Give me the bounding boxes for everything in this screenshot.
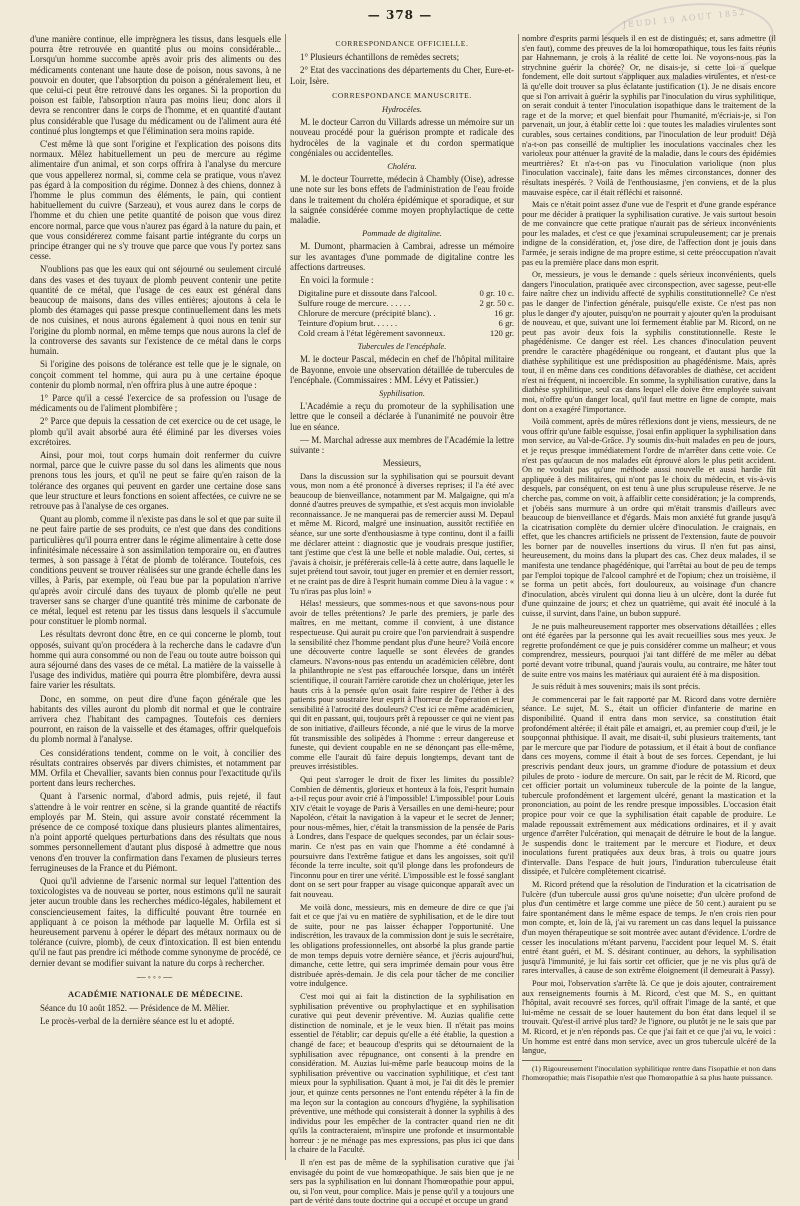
paragraph: Je ne puis malheureusement rapporter mes observations détaillées ; elles ont été égarées par la personne qui les avait recueillies sous mes yeux. Je regrette profondément ce que je puis considérer comme un malheur; et vous comprendrez, messieurs, pourquoi j'ai tant différé de me mêler au débat porté devant votre tribunal, quand j'aurais voulu, au contraire, me hâter tout de suite entre vos mains les matériaux qui auraient été à ma disposition. — [522, 621, 776, 679]
paragraph: N'oublions pas que les eaux qui ont séjourné ou seulement circulé dans des vases et des tuyaux de plomb peuvent contenir une petite quantité de ce métal, que l'usage de ces eaux est général dans beaucoup de maisons, dans des villes entières; ajoutons à cela le plomb des étamages qui passe presque continuellement dans les mets de nos cuisines, et nous aurons également à quoi nous en tenir sur l'origine du plomb normal, en même temps que nous aurons la clef de la controverse des savants sur l'existence de ce métal dans le corps humain. — [30, 264, 281, 357]
paragraph: Mais ce n'était point assez d'une vue de l'esprit et d'une grande espérance pour me décider à pratiquer la syphilisation curative. Je vais surtout besoin de me convaincre que cette pratique n'aurait pas de sérieux inconvénients pour les malades, et c'est ce que j'examinai scrupuleusement; car je prenais indigne de la considération, et, j'ose dire, de l'affection dont je jouis dans l'armée, je serais indigne de ma propre estime, si cette préoccupation n'avait pas eu la première place dans mon esprit. — [522, 200, 776, 267]
column-left — [30, 34, 281, 1164]
topic-heading: Pommade de digitaline. — [362, 229, 442, 239]
paragraph: Dans la discussion sur la syphilisation qui se poursuit devant vous, mon nom a été prononcé à diverses reprises; il l'a été avec beaucoup de bienveillance, notamment par M. Malgaigne, qui m'a donné d'autres preuves de sympathie, et s'est acquis mon inviolable reconnaissance. Je ne manquerai pas de remercier aussi M. Depaul et même M. Ricord, malgré une insinuation, aussitôt rectifiée en séance, sur une sorte d'enthousiasme à type continu, dont il a failli me déclarer atteint : diagnostic que je voudrais presque justifier, tant j'estime que c'est là une belle et noble maladie. Oui, certes, si j'avais à choisir, je préférerais celle-là à cette autre, dans laquelle le sujet prétend tout savoir, tout juger en premier et en dernier ressort, et ne craint pas de dire à l'esprit humain comme Dieu à la vague : « Tu n'iras pas plus loin! » — [290, 471, 514, 596]
page-number: — 378 — — [367, 8, 433, 22]
paragraph: M. le docteur Tourrette, médecin à Chambly (Oise), adresse une note sur les bons effets de l'administration de l'eau froide dans le traitement du choléra épidémique et sporadique, et sur la saignée considérée comme moyen prophylactique de cette maladie. — [290, 174, 514, 226]
recipe-row: Digitaline pure et dissoute dans l'alcool. 0 gr. 10 c. — [298, 288, 514, 299]
paragraph: M. le docteur Carron du Villards adresse un mémoire sur un nouveau procédé pour la guérison prompte et radicale des hydrocèles de la vaginale et du cordon spermatique congéniales ou accidentelles. — [290, 117, 514, 158]
paragraph: Quant au plomb, comme il n'existe pas dans le sol et que par suite il ne peut faire partie de ses produits, ce n'est que dans des conditions particulières qu'il pourra entrer dans le régime alimentaire à cette dose infinitésimale nécessaire à son assimilation temporaire ou, en d'autres termes, à son passage à l'état de plomb de tolérance. Toutefois, ces conditions peuvent se trouver réalisées sur une grande échelle dans les villes, à Paris, par exemple, où l'eau bue par la population n'arrive qu'après avoir circulé dans des tuyaux de plomb qu'elle ne peut traverser sans se charger d'une quantité très minime de carbonate de ce métal, lequel est retenu par les tissus dans lesquels il s'accumule pour constituer le plomb normal. — [30, 514, 281, 627]
footnote: (1) Rigoureusement l'inoculation syphilitique rentre dans l'isopathie et non dans l'homœopathie; mais l'isopathie n'est que l'homœopathie à sa plus haute puissance. — [522, 1063, 776, 1082]
paragraph: d'une manière continue, elle imprègnera les tissus, dans lesquels elle pourra être retrouvée en quantité plus ou moins considérable... Lorsqu'un homme succombe après avoir pris des aliments ou des médicaments contenant une haute dose de poison, nous savons, à ne pouvoir en douter, que l'absorption du poison a généralement lieu, et que celui-ci peut être retrouvé dans les organes. Si la proportion du poison est faible, l'absorption n'aura pas moins lieu; donc alors il devra se rencontrer dans le corps de l'homme, et en quantité d'autant plus considérable que l'usage du médicament ou de l'aliment aura été continué plus longtemps et que l'élimination sera moins rapide. — [30, 34, 281, 136]
paragraph: L'Académie a reçu du promoteur de la syphilisation une lettre que le conseil a déclarée à l'unanimité ne pouvoir être lue en séance. — [290, 401, 514, 432]
paragraph: Les résultats devront donc être, en ce qui concerne le plomb, tout opposés, suivant qu'on procédera à la recherche dans le cadavre d'un homme qui aura consommé ou non de l'eau ou toute autre boisson qui aura séjourné dans des vases de ce métal. La matière de la vaisselle à l'usage des individus, matière qui pourra être plombifère, devra aussi faire varier les résultats. — [30, 629, 281, 691]
recipe-row: Teinture d'opium brut. . . . . . 6 gr. — [298, 318, 514, 329]
stamp-text: JEUDI 19 AOUT 1852 — [622, 7, 747, 30]
paragraph: C'est même là que sont l'origine et l'explication des poisons dits normaux. Mêlez habituellement un peu de mercure au régime alimentaire d'un animal, et son corps offrira à l'analyse du mercure que vous appellerez normal, si, comme cela se pratique, vous n'avez pas égard à la composition du régime. Donnez à des chiens, donnez à l'homme le plus commun des éléments, le pain, qui contient habituellement du cuivre (Sarzeau), et vous aurez dans le corps de l'homme et du chien une petite quantité de poison que vous direz encore normal, parce que vous n'aurez pas égard à la nature du pain, et que vous considérerez comme faisant partie intégrante du corps un principe étranger qui ne s'y trouve que parce que vous l'y portez sans cesse. — [30, 139, 281, 262]
salutation: Messieurs, — [382, 458, 422, 469]
paragraph: Donc, en somme, on peut dire d'une façon générale que les habitants des villes auront du plomb dit normal et que le contraire arrivera chez l'habitant des campagnes. Toutefois ces derniers pourront, en raison de la vaisselle et des étamages, offrir quelquefois du plomb normal à l'analyse. — [30, 693, 281, 745]
paragraph: En voici la formule : — [300, 275, 374, 286]
footnote-divider — [522, 1060, 582, 1061]
topic-heading: Syphilisation. — [379, 389, 425, 399]
topic-heading: Hydrocèles. — [382, 105, 422, 115]
paragraph: Quoi qu'il advienne de l'arsenic normal sur lequel l'attention des toxicologistes va de nouveau se porter, nous estimons qu'il ne saurait jeter aucun trouble dans les recherches médico-légales, habilement et consciencieusement faites, la difficulté pouvant être tournée en appliquant à ce poison la méthode par laquelle M. Orfila est si heureusement parvenu à opérer le départ des métaux normaux ou de tolérance (cuivre, plomb), de ceux d'intoxication. Il est bien entendu qu'il ne faut pas prendre ici méthode comme synonyme de procédé, ce dernier devant se modifier suivant la nature du corps à rechercher. — [30, 876, 281, 968]
paragraph: Quant à l'arsenic normal, d'abord admis, puis rejeté, il faut s'attendre à le voir rentrer en scène, si la grande quantité de réactifs employés par M. Stein, qui assure avoir constaté récemment la présence de ce composé toxique dans plusieurs plantes alimentaires, n'a point apporté quelques perturbations dans des résultats que nous sommes personnellement d'autant plus disposé à admettre que nous venons d'en trouver la confirmation dans l'examen de plusieurs terres ferrugineuses de la France et du Piémont. — [30, 791, 281, 873]
paragraph: Je suis réduit à mes souvenirs; mais ils sont précis. — [532, 682, 701, 692]
column-divider-2 — [518, 34, 519, 1160]
recipe-table — [298, 288, 514, 338]
column-right — [522, 34, 776, 1164]
section-heading: ACADÉMIE NATIONALE DE MÉDECINE. — [67, 990, 244, 1000]
column-divider-1 — [285, 34, 286, 1160]
paragraph: M. le docteur Pascal, médecin en chef de l'hôpital militaire de Bayonne, envoie une observation détaillée de tubercules de l'encéphale. (Commissaires : MM. Lévy et Patissier.) — [290, 354, 514, 385]
paragraph: Qui peut s'arroger le droit de fixer les limites du possible? Combien de démentis, glorieux et honteux à la fois, l'esprit humain a-t-il reçus pour avoir crié à l'impossible! L'impossible! pour Louis XIV c'était le voyage de Paris à Versailles en une demi-heure; pour Napoléon, c'était la navigation à la vapeur et le secret de Jenner; pour nous-mêmes, hier, c'était la transmission de la pensée de Paris à Londres, dans l'espace de quelques secondes, par un éclair sous-marin. Ce n'est pas en vain que l'homme a été condamné à poursuivre dans l'extrême fatigue et dans les angoisses, soit qu'il féconde la terre inculte, soit qu'il plonge dans les profondeurs de l'inconnu pour en tirer une vérité. L'impossible est le fossé sanglant dont on se sert pour frapper au visage quiconque apparaît avec un fait nouveau. — [290, 774, 514, 900]
paragraph: 1° Plusieurs échantillons de remèdes secrets; — [300, 52, 460, 63]
section-ornament: —◦◦◦— — [136, 971, 175, 982]
paragraph: Il n'en est pas de même de la syphilisation curative que j'ai envisagée du point de vue homœopathique. Je sais bien que je ne sers pas la syphilisation en lui donnant l'homœopathie pour appui, ou, si l'on veut, pour complice. Mais je pense qu'il y a toujours une part de vérité dans toute doctrine qui a occupé et occupe un grand — [290, 1158, 514, 1206]
paragraph: Pour moi, l'observation s'arrête là. Ce que je dois ajouter, contrairement aux renseignements fournis à M. Ricord, c'est que M. S., en quittant l'hôpital, avait recouvré ses forces, qu'il offrait l'image de la santé, et que lui-même ne cessait de se louer hautement du bon état dans lequel il se trouvait. Qu'est-il arrivé plus tard? Je l'ignore, ou plutôt je ne le sais que par M. Ricord, et je n'en réponds pas. Ce que j'ai fait et ce que j'ai vu, le voici : Un homme est entré dans mon service, avec un gros tubercule ulcéré de la langue, — [522, 979, 776, 1056]
paragraph: nombre d'esprits parmi lesquels il en est de distingués; et, sans admettre (il s'en faut), comme des preuves de la loi homœopathique, tous les faits réunis par Hahnemann, je crois à la réalité de cette loi. Ne voyons-nous pas la strychnine guérir la chorée? Or, ne disais-je, si cette loi a quelque fondement, elle doit surtout s'appliquer aux maladies virulentes, et n'est-ce là qu'elle doit trouver sa plus éclatante justification (1). Je ne disais encore que si l'on arrivait à guérir la syphilis par l'inoculation du virus syphilitique, on serait conduit à tenter l'inoculation isopathique dans le traitement de la rage et de la morve; et quel bienfait pour l'humanité, m'écriais-je, si l'on parvenait, un jour, à établir cette loi : que toutes les maladies virulentes sont curables, sous certaines conditions, par l'inoculation de leur produit! Déjà n'a-t-on pas conseillé de multiplier les inoculations vaccinales chez les varioleux pour atténuer la gravité de la maladie, dans le cours des épidémies meurtrières? Et n'a-t-on pas vu l'inoculation variolique (non plus l'inoculation vaccinale), faite dans les mêmes circonstances, donner des résultats inespérés. ? Voilà de l'enthousiasme, j'en conviens, et de la plus mauvaise espèce, car il était réfléchi et raisonné. — [522, 34, 776, 197]
recipe-row: Chlorure de mercure (précipité blanc). . 16 gr. — [298, 308, 514, 319]
paragraph: C'est moi qui ai fait la distinction de la syphilisation en syphilisation préventive ou prophylactique et en syphilisation curative qui peut devenir préventive. M. Auzias qualifie cette distinction de nominale, et je le veux bien. Il n'était pas moins essentiel de l'établir; car depuis qu'elle a été établie, la question a changé de face; et beaucoup d'esprits qui se détournaient de la syphilisation avec répugnance, ont consenti à la prendre en considération. M. Auzias lui-même parle beaucoup moins de la syphilisation préventive ou vaccination syphilitique, et c'est tant mieux pour la syphilisation. Quant à moi, je l'ai dit dès le premier jour, et quinze cents personnes ne l'ont entendu répéter à la fin de ma leçon sur la contagion au concours d'hygiène, la syphilisation préventive, une méthode qui consisterait à donner la syphilis à des individus pour les empêcher de la contracter quand rien ne dit qu'ils la contracteraient, m'inspire une profonde et insurmontable horreur : je ne ménage pas mes expressions, pas plus ici que dans la chaire de la Faculté. — [290, 991, 514, 1155]
paragraph: Ces considérations tendent, comme on le voit, à concilier des résultats contraires observés par divers chimistes, et notamment par MM. Orfila et Chevallier, savants bien connus pour l'exactitude qu'ils portent dans leurs recherches. — [30, 747, 281, 789]
paragraph: Le procès-verbal de la dernière séance est lu et adopté. — [40, 1016, 235, 1027]
paragraph: Je commencerai par le fait rapporté par M. Ricord dans votre dernière séance. Le sujet, M. S., était un officier d'infanterie de marine en disponibilité. Quand il entra dans mon service, sa constitution était profondément altérée; il était pâle et amaigri, et, au premier coup d'œil, je le soupçonnai phthisique. Il avait, me disait-il, subi plusieurs traitements, tant par le mercure que par l'iodure de potassium, et il était à bout de confiance dans ces moyens, comme il était à bout de ses forces. Cependant, je lui prescrivis pendant deux jours, un gramme d'iodure de potassium et deux pilules de proto - iodure de mercure. On sait, par le récit de M. Ricord, que cet officier portait un volumineux tubercule de la pointe de la langue, tubercule profondément et largement ulcéré, genant la mastication et la prononciation, au point de les rendre presque impossibles. L'occasion était propice pour voir ce que la syphilisation était capable de produire. Le malade repoussait extrêmement aux médications ordinaires, et il y avait urgence d'arrêter l'ulcération, qui menaçait de détruire le bout de la langue. Je suspendis donc le traitement par le mercure et l'iodure, et deux inoculations furent pratiquées aux deux bras, à trois ou quatre jours d'intervalle. Dans l'espace de huit jours, l'induration tuberculeuse était dissipée, et l'ulcère complètement cicatrisé. — [522, 694, 776, 877]
paragraph: 2° Etat des vaccinations des départements du Cher, Eure-et-Loir, Isère. — [290, 65, 514, 86]
paragraph: Si l'origine des poisons de tolérance est telle que je le signale, on conçoit comment tel homme, qui aura pu à une certaine époque contenir du plomb normal, n'en offrira plus à une autre époque : — [30, 359, 281, 390]
subheading: CORRESPONDANCE MANUSCRITE. — [332, 90, 472, 100]
topic-heading: Choléra. — [387, 162, 417, 172]
paragraph: M. Ricord prétend que la résolution de l'induration et la cicatrisation de l'ulcère (d'un tubercule aussi gros qu'une noisette; d'un ulcère profond de plus d'un centimètre et large comme une pièce de 50 cent.) auraient pu se faire spontanément dans le même espace de temps. Je n'en crois rien pour mon compte, et, loin de là, j'ai vu rarement un cas dans lequel la puissance d'un moyen thérapeutique se soit montrée avec autant d'évidence. L'ordre de cesser les inoculations m'étant parvenu, l'accident pour lequel M. S. était entré étant guéri, et M. S. désirant continuer, au dehors, la syphilisation jusqu'à l'immunité, je lui fais sortir cet officier, que je ne vis plus qu'à de rares intervalles, à cause de son extrême éloignement (il demeurait à Passy). — [522, 880, 776, 976]
recipe-row: Sulfure rouge de mercure. . . . . . 2 gr. 50 c. — [298, 298, 514, 309]
paragraph: Voilà comment, après de mûres réflexions dont je viens, messieurs, de ne vous offrir qu'une faible esquisse, j'osai enfin appliquer la syphilisation dans mon service, au Val-de-Grâce. J'y soumis dix-huit malades en peu de jours, et je reçus presque immédiatement l'ordre de m'arrêter dans cette voie. Ce n'est pas qu'aucun de nos malades eût éprouvé alors le plus petit accident. On ne voulait pas qu'une méthode aussi nouvelle et aussi hardie fût appliquée à des militaires, qui n'ont pas le choix du médecin, et vis-à-vis desquels, par conséquent, on est tenu à une plus scrupuleuse réserve. Je ne cherche pas, comme on voit, à affaiblir cette considération; je la comprends, et j'obéis sans murmure à un ordre qui m'était transmis d'ailleurs avec beaucoup de bienveillance et d'égards. Mais mon anxiété fut grande jusqu'à la cicatrisation complète du dernier ulcère d'inoculation. Je craignais, en effet, que les chancres artificiels ne prissent de l'extension, faute de pouvoir les borner par de nouvelles insertions du virus. Il n'en fut pas ainsi, heureusement, du moins dans la plupart des cas. Chez deux malades, il se manifesta une tendance phagédénique, qui l'arrêtai au bout de peu de temps par l'emploi topique de l'alcool camphré et de l'opium; chez un troisième, il se forma un petit abcès, fort douloureux, au voisinage d'un chancre d'inoculation, abcès virulent qui donna lieu à un ulcère, dont la durée fut d'une quinzaine de jours; et chez un quatrième, qui avait été inoculé à la cuisse, il survint, dans l'aine, un bubon suppuré. — [522, 417, 776, 619]
column-middle — [290, 34, 514, 1206]
paragraph: Hélas! messieurs, que sommes-nous et que savons-nous pour avoir de telles prétentions? Je parle des premiers, je parle des maîtres, en me mettant, comme il convient, à une distance respectueuse. Qui aurait pu croire que l'on parviendrait à suspendre la sensibilité chez l'homme pendant plus d'une heure? Voilà encore une découverte contre laquelle se sont élevées de grandes clameurs. N'avons-nous pas entendu un académicien célèbre, dont la philanthropie ne s'est pas effarouchée lorsque, dans un intérêt scientifique, il courait l'arrière carotide chez un cholérique, jeter les hauts cris à la pensée qu'on osait faire respirer de l'éther à des patients pour soustraire leur esprit à l'horreur de l'opération et leur sensibilité à l'atrocité des douleurs? C'est ici ce même académicien, qui dit en passant, qui, toujours prêt à repousser ce qui ne vient pas de son initiative, d'ailleurs féconde, a nié que le virus de la morve fût transmissible des solipèdes à l'homme : erreur dangereuse et funeste, qui devient coupable en ne se dénonçant pas elle-même, comme elle l'aurait dû faire depuis longtemps, devant tant de preuves irrésistibles. — [290, 599, 514, 772]
paragraph: 1° Parce qu'il a cessé l'exercice de sa profession ou l'usage de médicaments ou de l'aliment plombifère ; — [30, 392, 281, 414]
paragraph: Ainsi, pour moi, tout corps humain doit renfermer du cuivre normal, parce que le cuivre passe du sol dans les aliments que nous prenons tous les jours, et qu'il ne peut se faire qu'en raison de la tolérance des organes qui peuvent en garder une certaine dose sans que leur structure et leurs fonctions en soient affectées, ce cuivre ne se retrouve pas à l'analyse de ces organes. — [30, 449, 281, 511]
paragraph: M. Dumont, pharmacien à Cambrai, adresse un mémoire sur les avantages d'une pommade de digitaline contre les affections dartreuses. — [290, 241, 514, 272]
recipe-row: Cold cream à l'état légèrement savonneux. 120 gr. — [298, 328, 514, 339]
paragraph: 2° Parce que depuis la cessation de cet exercice ou de cet usage, le plomb qu'il avait absorbé aura été éliminé par les diverses voies excrétoires. — [30, 416, 281, 447]
subheading: CORRESPONDANCE OFFICIELLE. — [335, 39, 469, 48]
paragraph: Me voilà donc, messieurs, mis en demeure de dire ce que j'ai fait et ce que j'ai vu en matière de syphilisation, et de le dire tout de suite, pour ne pas laisser échapper l'opportunité. Une indiscrétion, les travaux de la commission dont je suis le secrétaire, les obligations professionnelles, ont absorbé la plus grande partie de mon temps depuis votre dernière séance, et j'écris aujourd'hui, dimanche, cette lettre, qui sera imprimée demain pour vous être distribuée après-demain. Je dis cela pour tâcher de me concilier votre indulgence. — [290, 902, 514, 989]
paragraph: — M. Marchal adresse aux membres de l'Académie la lettre suivante : — [290, 434, 514, 456]
topic-heading: Tubercules de l'encéphale. — [357, 342, 447, 352]
paragraph: Or, messieurs, je vous le demande : quels sérieux inconvénients, quels dangers l'inoculation, pratiquée avec circonspection, avec sagesse, peut-elle faire naître chez un individu affecté de syphilis constitutionnelle? Ce n'est pas le danger de l'infection générale, puisqu'elle existe. Ce n'est pas non plus le danger d'y ajouter, puisqu'on ne pourrait y ajouter qu'en la produisant de nouveau, et que, suivant une loi fermement établie par M. Ricord, on ne peut pas avoir deux fois la syphilis constitutionnelle. Reste le phagédénisme. Ce danger est réel. Les chances d'inoculation peuvent prendre le caractère phagédénique ou rongeant, et d'autant plus que la diathèse syphilitique est une prédisposition au phagédénisme. Mais, après tout, il en même dans ces conditions défavorables de diathèse, cet accident n'est ni fréquent, ni incoercible. En somme, la syphilisation curative, dans la diathèse syphilitique, seul cas dans lequel elle doive être employée suivant moi, n'offre qu'un danger local, qu'il faut mettre en ligne de compte, mais dont on a exagéré l'importance. — [522, 270, 776, 414]
session-line: Séance du 10 août 1852. — Présidence de M. Mêlier. — [40, 1003, 230, 1014]
